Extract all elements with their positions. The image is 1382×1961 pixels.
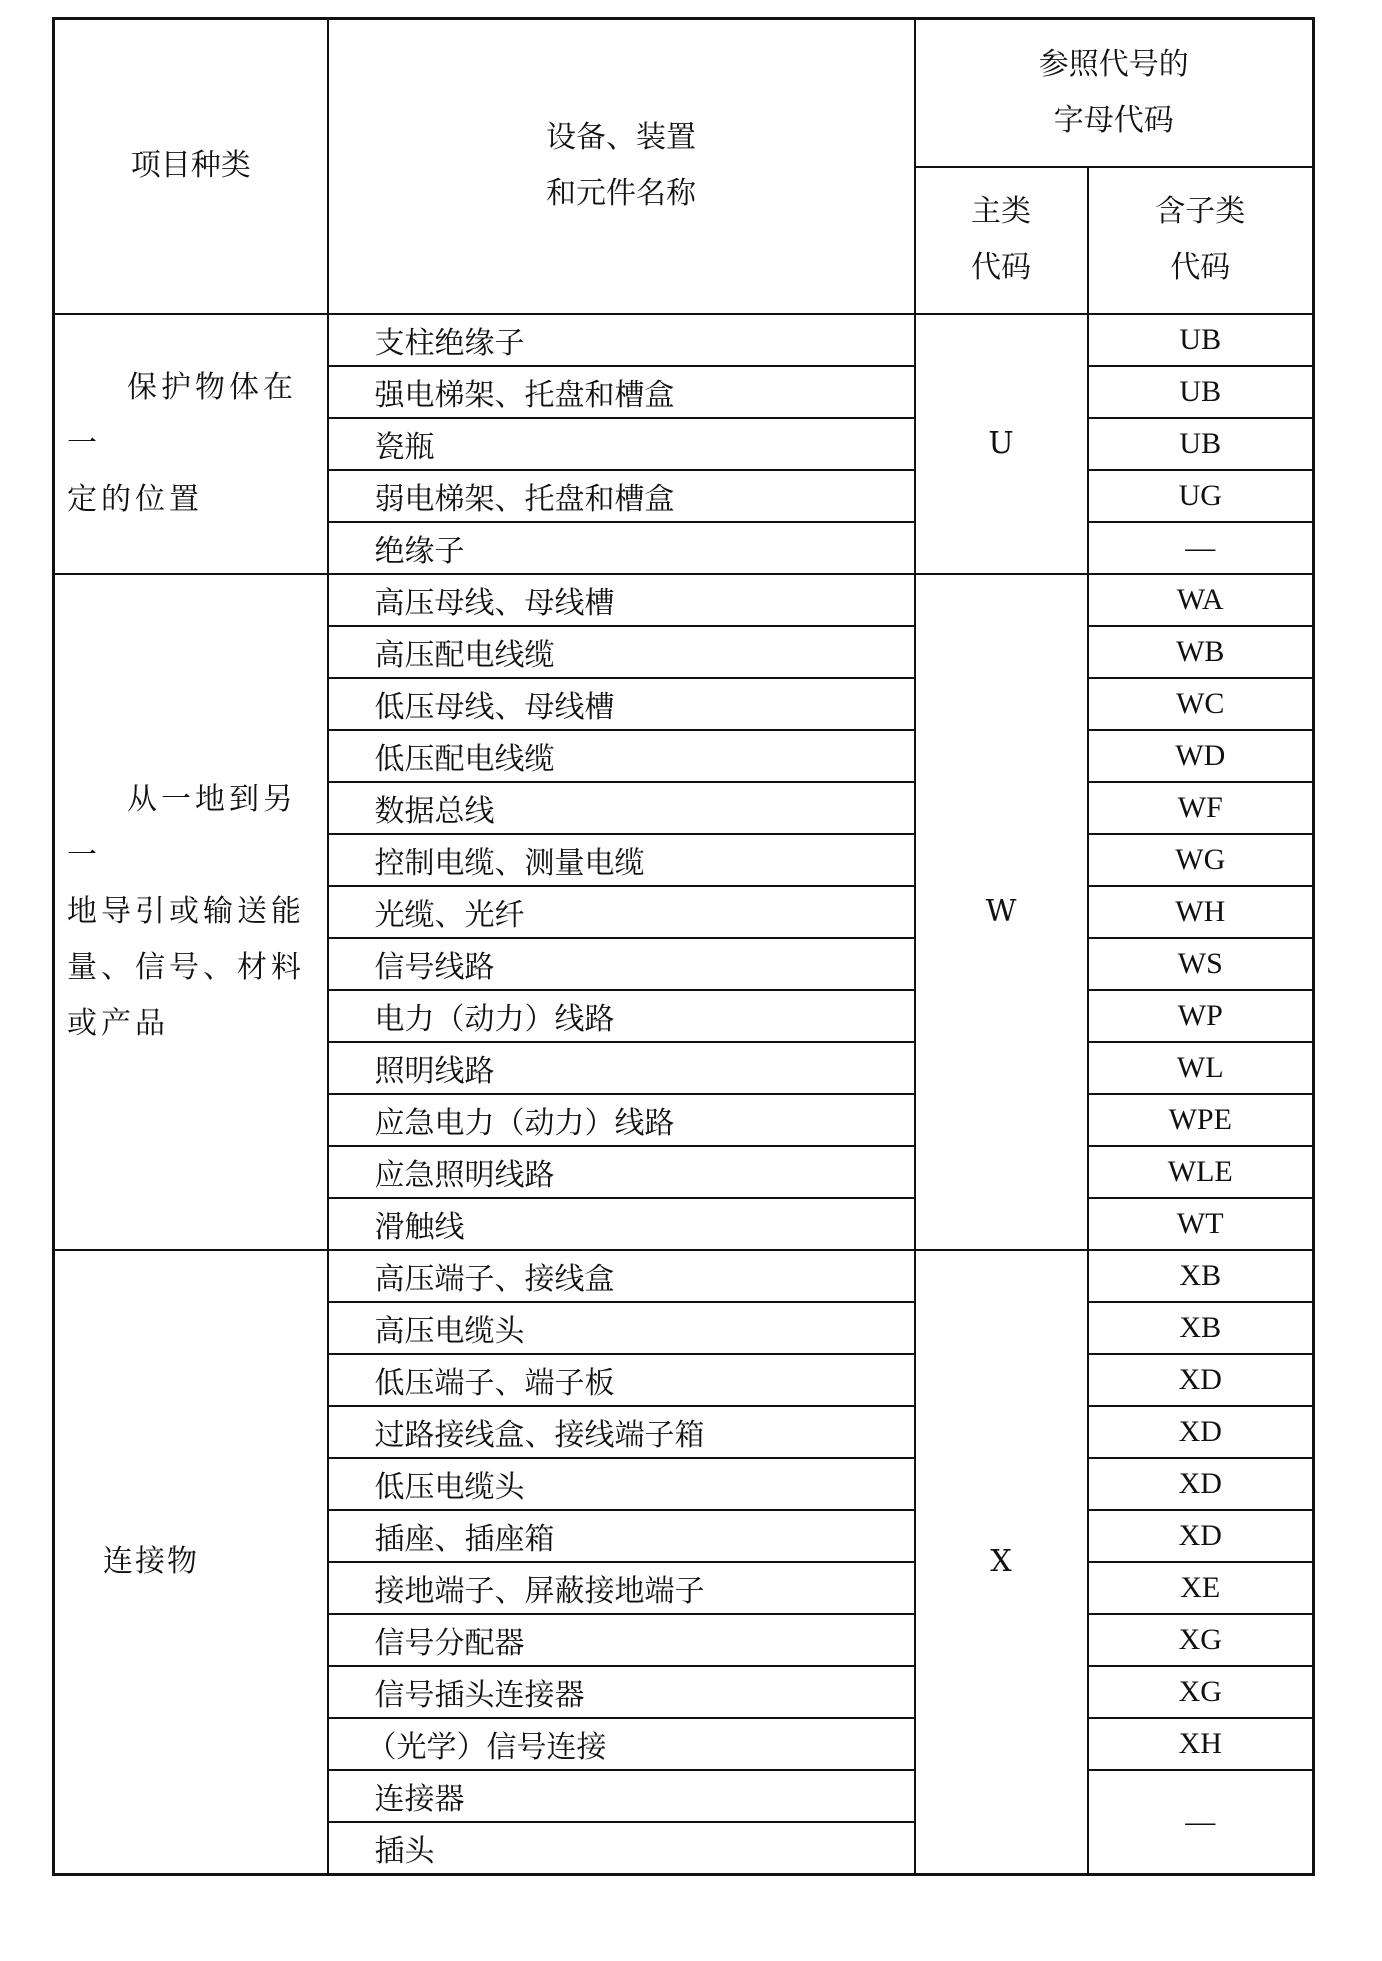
sub-code: WL	[1088, 1042, 1314, 1094]
sub-code: XD	[1088, 1354, 1314, 1406]
category-line: 地导引或输送能	[67, 893, 305, 929]
item-name: 低压母线、母线槽	[328, 678, 915, 730]
header-ref-line1: 参照代号的	[1038, 46, 1189, 82]
item-name: 控制电缆、测量电缆	[328, 834, 915, 886]
category-line: 从一地到另一	[67, 781, 297, 873]
item-name: 应急照明线路	[328, 1146, 915, 1198]
sub-code: WT	[1088, 1198, 1314, 1250]
sub-code: XB	[1088, 1250, 1314, 1302]
item-name: 光缆、光纤	[328, 886, 915, 938]
header-name-line2: 和元件名称	[546, 176, 696, 212]
item-name: 插座、插座箱	[328, 1510, 915, 1562]
header-main-code	[915, 167, 1088, 314]
category-cell-u	[54, 314, 328, 574]
item-name: 接地端子、屏蔽接地端子	[328, 1562, 915, 1614]
header-main-line2: 代码	[971, 250, 1031, 285]
item-name: 高压端子、接线盒	[328, 1250, 915, 1302]
item-name: 弱电梯架、托盘和槽盒	[328, 470, 915, 522]
item-name: 低压配电线缆	[328, 730, 915, 782]
sub-code: WB	[1088, 626, 1314, 678]
sub-code: UB	[1088, 366, 1314, 418]
header-ref-line2: 字母代码	[1053, 102, 1174, 138]
reference-code-table	[52, 17, 1315, 1876]
item-name: 信号分配器	[328, 1614, 915, 1666]
header-name-line1: 设备、装置	[546, 120, 696, 156]
header-category	[54, 19, 328, 314]
sub-code: UG	[1088, 470, 1314, 522]
item-name: 低压电缆头	[328, 1458, 915, 1510]
header-sub-code	[1088, 167, 1314, 314]
sub-code: WA	[1088, 574, 1314, 626]
item-name: 支柱绝缘子	[328, 314, 915, 366]
category-line: 保护物体在一	[67, 369, 297, 461]
sub-code: WS	[1088, 938, 1314, 990]
category-line: 或产品	[67, 1005, 169, 1041]
header-main-line1: 主类	[971, 194, 1031, 229]
header-category-text: 项目种类	[130, 148, 251, 184]
category-cell-w	[54, 574, 328, 1250]
item-name: 瓷瓶	[328, 418, 915, 470]
item-name: 应急电力（动力）线路	[328, 1094, 915, 1146]
header-sub-line2: 代码	[1170, 250, 1231, 285]
main-code-x: X	[915, 1250, 1088, 1875]
category-cell-x	[54, 1250, 328, 1875]
sub-code: XD	[1088, 1458, 1314, 1510]
item-name: 高压母线、母线槽	[328, 574, 915, 626]
item-name: 绝缘子	[328, 522, 915, 574]
header-ref-code	[915, 19, 1314, 167]
item-name: 强电梯架、托盘和槽盒	[328, 366, 915, 418]
category-line: 量、信号、材料	[67, 949, 305, 985]
item-name: 照明线路	[328, 1042, 915, 1094]
item-name: 信号插头连接器	[328, 1666, 915, 1718]
sub-code: —	[1088, 1770, 1314, 1875]
sub-code: WC	[1088, 678, 1314, 730]
sub-code: WG	[1088, 834, 1314, 886]
item-name: 数据总线	[328, 782, 915, 834]
sub-code: WD	[1088, 730, 1314, 782]
sub-code: WPE	[1088, 1094, 1314, 1146]
sub-code: XB	[1088, 1302, 1314, 1354]
header-name	[328, 19, 915, 314]
item-name: 插头	[328, 1822, 915, 1875]
sub-code: XG	[1088, 1666, 1314, 1718]
item-name: 滑触线	[328, 1198, 915, 1250]
main-code-u: U	[915, 314, 1088, 574]
item-name: 连接器	[328, 1770, 915, 1822]
sub-code: —	[1088, 522, 1314, 574]
sub-code: XG	[1088, 1614, 1314, 1666]
header-sub-line1: 含子类	[1155, 194, 1246, 229]
item-name: 高压电缆头	[328, 1302, 915, 1354]
sub-code: WLE	[1088, 1146, 1314, 1198]
sub-code: XD	[1088, 1510, 1314, 1562]
category-line: 连接物	[103, 1543, 199, 1579]
sub-code: XH	[1088, 1718, 1314, 1770]
item-name: 过路接线盒、接线端子箱	[328, 1406, 915, 1458]
item-name: 低压端子、端子板	[328, 1354, 915, 1406]
sub-code: UB	[1088, 418, 1314, 470]
item-name: 电力（动力）线路	[328, 990, 915, 1042]
sub-code: XD	[1088, 1406, 1314, 1458]
main-code-w: W	[915, 574, 1088, 1250]
sub-code: XE	[1088, 1562, 1314, 1614]
item-name: 高压配电线缆	[328, 626, 915, 678]
category-line: 定的位置	[67, 481, 203, 517]
sub-code: WP	[1088, 990, 1314, 1042]
item-name: 信号线路	[328, 938, 915, 990]
sub-code: UB	[1088, 314, 1314, 366]
item-name: （光学）信号连接	[328, 1718, 915, 1770]
sub-code: WH	[1088, 886, 1314, 938]
sub-code: WF	[1088, 782, 1314, 834]
